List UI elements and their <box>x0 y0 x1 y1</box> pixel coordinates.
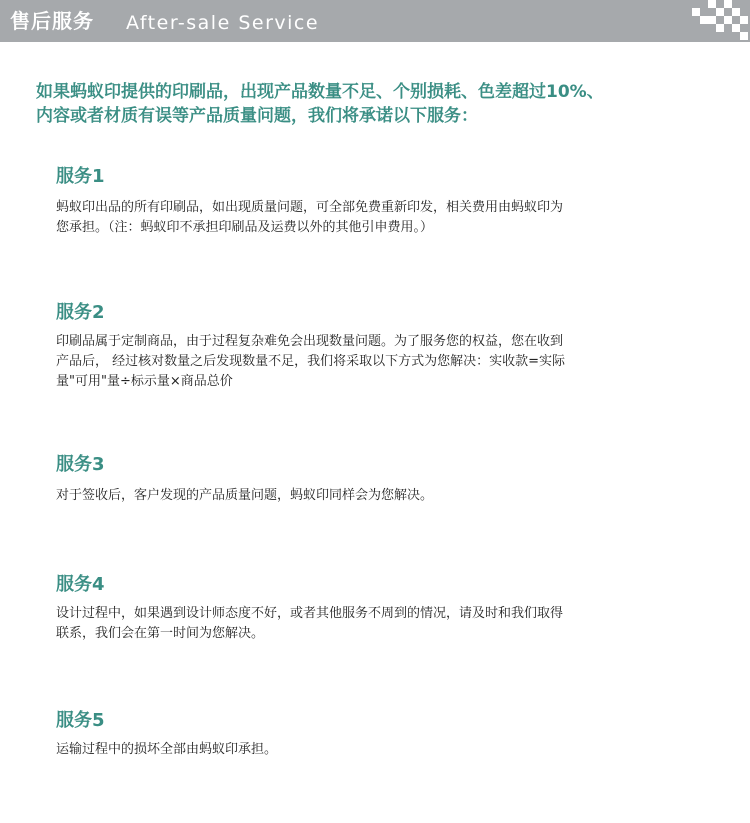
service-2-line-2: 产品后， 经过核对数量之后发现数量不足，我们将采取以下方式为您解决：实收款=实际 <box>56 354 566 369</box>
header-title: 售后服务 <box>10 9 94 33</box>
service-4-body <box>56 604 656 644</box>
intro-line-1: 如果蚂蚁印提供的印刷品，出现产品数量不足、个别损耗、色差超过10%、 <box>36 82 604 102</box>
service-2-line-1: 印刷品属于定制商品，由于过程复杂难免会出现数量问题。为了服务您的权益，您在收到 <box>56 334 564 349</box>
service-3-line-1: 对于签收后，客户发现的产品质量问题，蚂蚁印同样会为您解决。 <box>56 488 434 503</box>
service-2-line-3: 量"可用"量÷标示量×商品总价 <box>56 374 233 389</box>
service-4-line-2: 联系，我们会在第一时间为您解决。 <box>56 626 265 641</box>
service-3-body <box>56 486 656 506</box>
service-2-title: 服务2 <box>56 302 105 323</box>
checker-pattern-decoration <box>692 0 750 42</box>
service-5-title: 服务5 <box>56 710 105 731</box>
service-2-body <box>56 332 656 392</box>
service-5-line-1: 运输过程中的损坏全部由蚂蚁印承担。 <box>56 742 278 757</box>
service-3-title: 服务3 <box>56 454 105 475</box>
intro-statement <box>36 80 726 128</box>
service-1-line-1: 蚂蚁印出品的所有印刷品，如出现质量问题，可全部免费重新印发，相关费用由蚂蚁印为 <box>56 200 564 215</box>
service-1-line-2: 您承担。（注：蚂蚁印不承担印刷品及运费以外的其他引申费用。） <box>56 220 434 235</box>
intro-line-2: 内容或者材质有误等产品质量问题，我们将承诺以下服务： <box>36 106 478 126</box>
service-4-line-1: 设计过程中，如果遇到设计师态度不好，或者其他服务不周到的情况，请及时和我们取得 <box>56 606 564 621</box>
service-1-body <box>56 198 656 238</box>
service-5-body <box>56 740 656 760</box>
section-header <box>0 0 750 42</box>
service-1-title: 服务1 <box>56 166 105 187</box>
service-4-title: 服务4 <box>56 574 105 595</box>
header-subtitle: After-sale Service <box>126 12 320 34</box>
